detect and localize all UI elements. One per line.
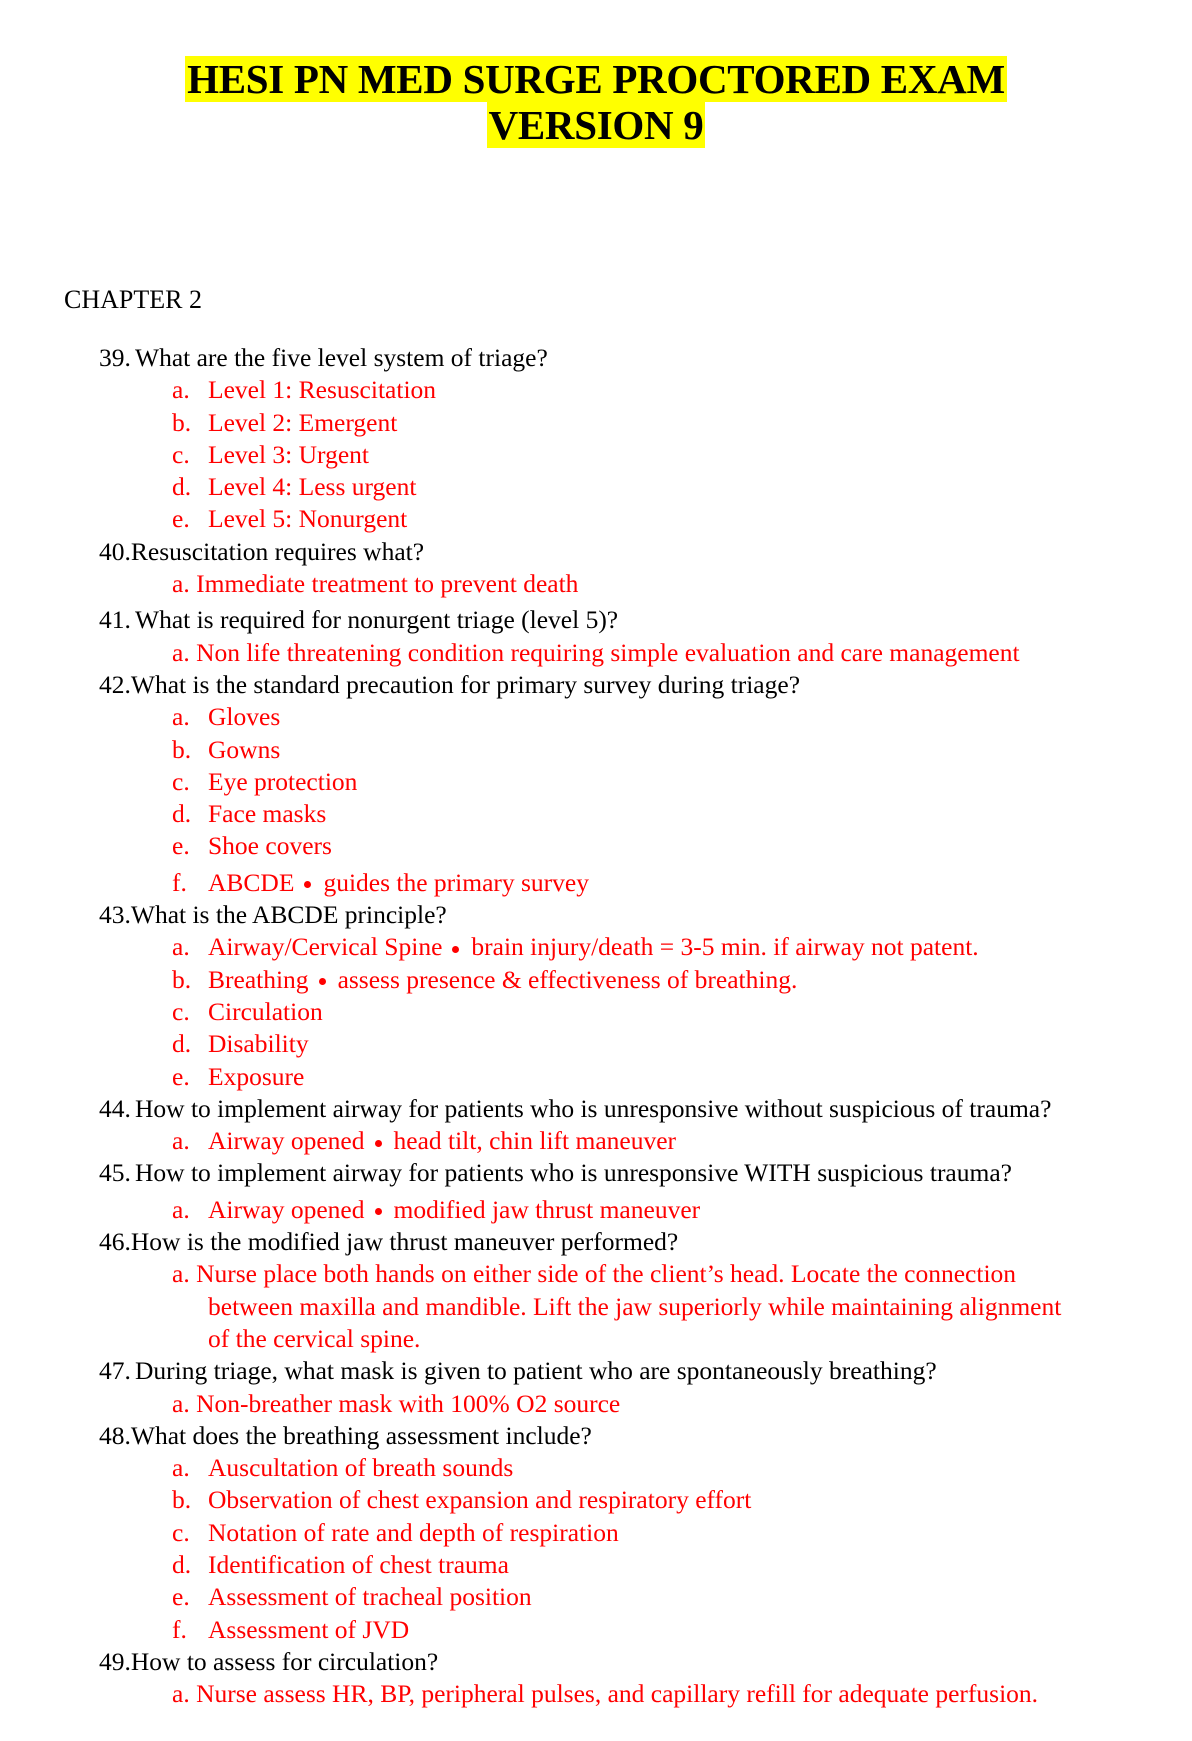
document-page	[0, 56, 1192, 1741]
question-list	[99, 342, 1179, 1710]
bullet-icon	[452, 946, 459, 953]
answer-option: a. Airway/Cervical Spine brain injury/death = 3-5 min. if airway not patent.	[172, 932, 979, 962]
answer-option: a. Non-breather mask with 100% O2 source	[172, 1388, 621, 1418]
answer-option: e. Shoe covers	[172, 831, 332, 861]
bullet-icon	[319, 978, 326, 985]
title-line-1: HESI PN MED SURGE PROCTORED EXAM	[187, 56, 1005, 102]
answer-option: d. Identification of chest trauma	[172, 1549, 509, 1579]
question-text: What are the five level system of triage?	[135, 343, 548, 372]
question-47: 47. During triage, what mask is given to patient who are spontaneously breathing?	[99, 1356, 937, 1386]
chapter-heading: CHAPTER 2	[64, 285, 202, 314]
question-42: 42.What is the standard precaution for primary survey during triage?	[99, 669, 801, 699]
question-49: 49.How to assess for circulation?	[99, 1646, 439, 1676]
answer-option: a. Nurse place both hands on either side of the client’s head. Locate the connection between maxilla and mandible. Lift the jaw superiorly while maintaining alignment of the cervical spine.	[172, 1259, 1062, 1353]
question-number: 39.	[99, 343, 131, 372]
question-44: 44. How to implement airway for patients who is unresponsive without suspicious of trauma?	[99, 1093, 1052, 1123]
answer-option: d. Level 4: Less urgent	[172, 472, 417, 502]
answer-option: d. Face masks	[172, 799, 327, 829]
answer-option: b. Gowns	[172, 734, 281, 764]
answer-option: c. Level 3: Urgent	[172, 439, 369, 469]
bullet-icon	[375, 1140, 382, 1147]
question-46: 46.How is the modified jaw thrust maneuver performed?	[99, 1227, 679, 1257]
answer-option: f. ABCDE guides the primary survey	[172, 867, 589, 897]
answer-option: b. Observation of chest expansion and respiratory effort	[172, 1485, 752, 1515]
answer-option: c. Circulation	[172, 996, 323, 1026]
answer-option: c. Notation of rate and depth of respiration	[172, 1517, 619, 1547]
question-41: 41. What is required for nonurgent triage (level 5)?	[99, 605, 619, 635]
answer-option: b. Breathing assess presence & effectiveness of breathing.	[172, 964, 798, 994]
answer-option: b. Level 2: Emergent	[172, 407, 398, 437]
answer-option: c. Eye protection	[172, 766, 358, 796]
answer-option: e. Level 5: Nonurgent	[172, 504, 408, 534]
bullet-icon	[375, 1208, 382, 1215]
answer-option: a. Gloves	[172, 702, 281, 732]
answer-option: f. Assessment of JVD	[172, 1614, 410, 1644]
question-40: 40.Resuscitation requires what?	[99, 536, 425, 566]
answer-option: a. Airway opened modified jaw thrust maneuver	[172, 1194, 701, 1224]
answer-option: d. Disability	[172, 1029, 309, 1059]
answer-option: a. Nurse assess HR, BP, peripheral pulses, and capillary refill for adequate perfusion.	[172, 1679, 1039, 1709]
question-48: 48.What does the breathing assessment include?	[99, 1420, 592, 1450]
answer-option: a. Non life threatening condition requiring simple evaluation and care management	[172, 637, 1020, 667]
answer-option: e. Exposure	[172, 1061, 305, 1091]
title-line-2: VERSION 9	[488, 102, 704, 148]
answer-option: a. Auscultation of breath sounds	[172, 1453, 514, 1483]
answer-option: a. Level 1: Resuscitation	[172, 375, 437, 405]
answer-option: a. Airway opened head tilt, chin lift maneuver	[172, 1126, 677, 1156]
bullet-icon	[304, 881, 311, 888]
question-45: 45. How to implement airway for patients who is unresponsive WITH suspicious trauma?	[99, 1158, 1012, 1188]
question-39	[99, 342, 1179, 374]
question-43: 43.What is the ABCDE principle?	[99, 900, 447, 930]
answer-option: e. Assessment of tracheal position	[172, 1582, 532, 1612]
answer-option: a. Immediate treatment to prevent death	[172, 569, 579, 599]
document-title	[0, 56, 1192, 148]
